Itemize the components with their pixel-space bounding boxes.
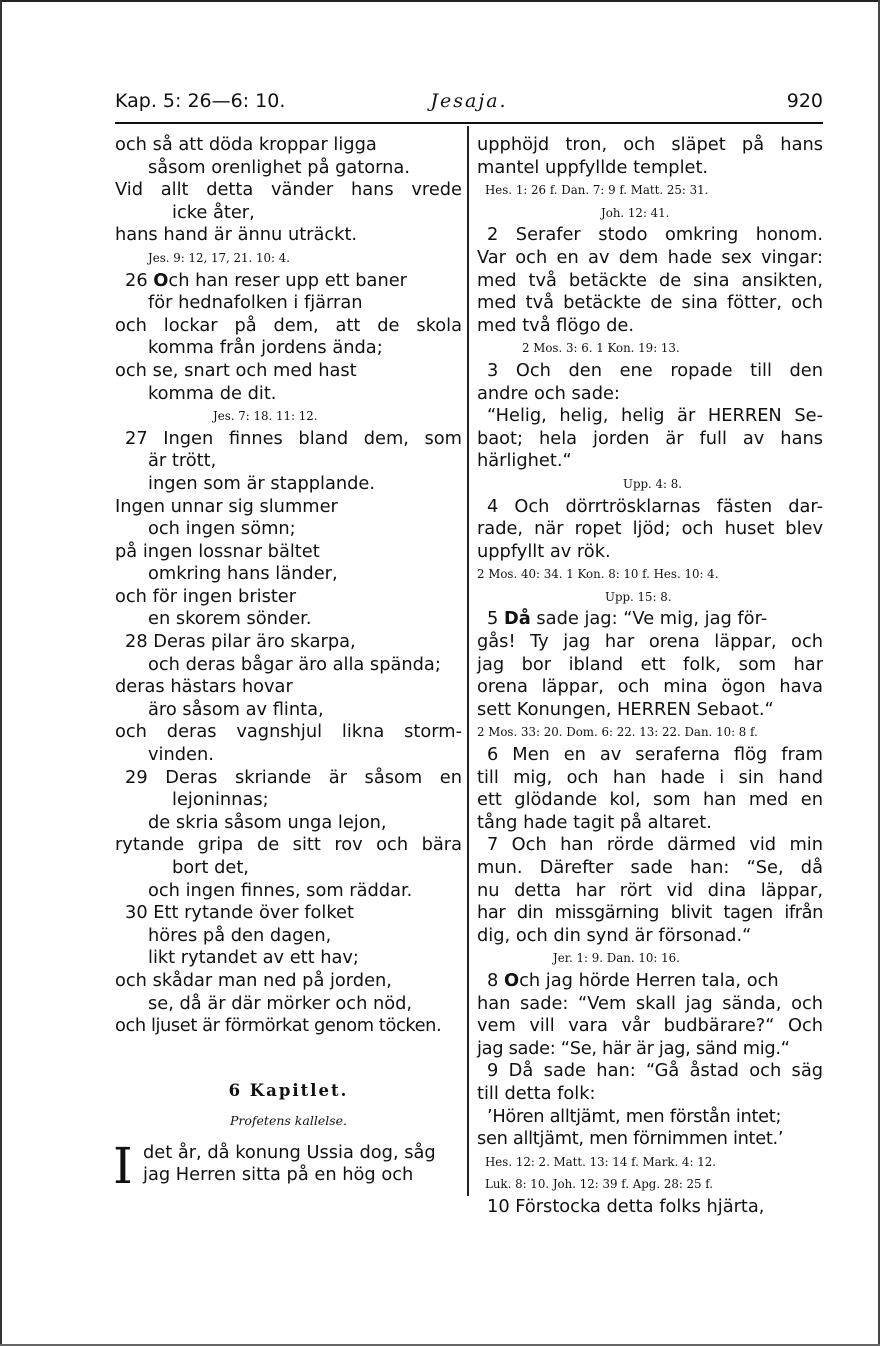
text-line: sett Konungen, HERREN Sebaot.“ xyxy=(477,698,774,720)
text-line: mantel uppfyllde templet. xyxy=(477,156,709,178)
text-line: till detta folk: xyxy=(477,1082,596,1104)
text-line: sen alltjämt, men förnimmen intet.’ xyxy=(477,1128,784,1150)
text-line: det år, då konung Ussia dog, såg xyxy=(143,1141,436,1163)
text-line: 28 Deras pilar äro skarpa, xyxy=(125,631,356,653)
page-number: 920 xyxy=(786,90,823,112)
verse-number: 8 xyxy=(487,969,499,991)
text-line: 30 Ett rytande över folket xyxy=(125,902,354,924)
text-line: jag Herren sitta på en hög och xyxy=(143,1164,414,1186)
chapter-range: Kap. 5: 26—6: 10. xyxy=(115,90,286,112)
book-title: Jesaja. xyxy=(430,90,508,112)
cross-reference: Upp. 4: 8. xyxy=(623,476,683,491)
text-line: dig, och din synd är försonad.“ xyxy=(477,924,752,946)
text-line: äro såsom av flinta, xyxy=(148,698,324,720)
page-frame-left xyxy=(0,0,2,1346)
text-line: 3 Och den ene ropade till den xyxy=(487,359,823,381)
text-line: ingen som är stapplande. xyxy=(148,472,376,494)
cross-reference: Hes. 12: 2. Matt. 13: 14 f. Mark. 4: 12. xyxy=(485,1154,716,1169)
text-line: nu detta har rört vid dina läppar, xyxy=(477,879,823,901)
text-line: mun. Därefter sade han: “Se, då xyxy=(477,857,823,878)
text-line: och så att döda kroppar ligga xyxy=(115,134,377,155)
verse-text: sade jag: “Ve mig, jag för- xyxy=(536,608,768,630)
text-line: 4 Och dörrtrösklarnas fästen dar- xyxy=(487,495,823,517)
text-line: omkring hans länder, xyxy=(148,563,338,585)
column-divider xyxy=(467,126,469,1196)
text-line: hans hand är ännu uträckt. xyxy=(115,224,358,246)
text-line: rade, när ropet ljöd; och huset blev xyxy=(477,518,823,540)
cross-reference: Joh. 12: 41. xyxy=(601,205,670,220)
left-column xyxy=(113,134,462,1195)
verse-line xyxy=(115,270,462,293)
text-line: och lockar på dem, att de skola xyxy=(115,314,462,336)
text-line: 9 Då sade han: “Gå åstad och säg xyxy=(487,1060,823,1082)
text-line: upphöjd tron, och släpet på hans xyxy=(477,134,823,155)
text-line: gås! Ty jag har orena läppar, och xyxy=(477,631,823,653)
verse-initial: O xyxy=(503,969,520,991)
text-line: orena läppar, och mina ögon hava xyxy=(477,676,823,698)
verse-line xyxy=(477,970,823,993)
text-line: “Helig, helig, helig är HERREN Se- xyxy=(487,405,823,427)
text-line: tång hade tagit på altaret. xyxy=(477,811,712,833)
cross-reference: 2 Mos. 33: 20. Dom. 6: 22. 13: 22. Dan. 10: 8 f. xyxy=(477,725,758,740)
text-line: och deras vagnshjul likna storm- xyxy=(115,721,462,743)
chapter-opening-line xyxy=(115,1164,462,1187)
running-head xyxy=(115,90,823,120)
text-line: andre och sade: xyxy=(477,382,620,404)
text-line: baot; hela jorden är full av hans xyxy=(477,427,823,449)
cross-reference: 2 Mos. 40: 34. 1 Kon. 8: 10 f. Hes. 10: 4. xyxy=(477,567,719,582)
header-rule xyxy=(115,122,823,124)
text-line: med två betäckte de sina fötter, och xyxy=(477,292,823,314)
text-line: höres på den dagen, xyxy=(148,924,332,946)
text-line: på ingen lossnar bältet xyxy=(115,540,320,562)
verse-number: 26 xyxy=(125,269,148,291)
text-line: de skria såsom unga lejon, xyxy=(148,811,387,833)
page-frame-top xyxy=(0,0,878,2)
text-line: och se, snart och med hast xyxy=(115,359,357,381)
text-line: Ingen unnar sig slummer xyxy=(115,495,338,517)
cross-reference: Jer. 1: 9. Dan. 10: 16. xyxy=(553,951,680,966)
text-line: och deras bågar äro alla spända; xyxy=(148,653,441,675)
text-line: såsom orenlighet på gatorna. xyxy=(148,156,410,178)
verse-initial: Då xyxy=(503,608,531,630)
verse-line xyxy=(477,608,823,631)
text-line: vem vill vara vår budbärare?“ Och xyxy=(477,1015,823,1037)
text-line: 29 Deras skriande är såsom en xyxy=(125,766,462,788)
text-line: och skådar man ned på jorden, xyxy=(115,969,392,991)
verse-initial: O xyxy=(153,269,169,291)
text-line: vinden. xyxy=(148,744,214,766)
text-line: Vid allt detta vänder hans vrede xyxy=(115,179,462,201)
text-line: rytande gripa de sitt rov och bära xyxy=(115,834,462,856)
cross-reference: Hes. 1: 26 f. Dan. 7: 9 f. Matt. 25: 31. xyxy=(485,183,709,198)
text-line: komma från jordens ända; xyxy=(148,337,383,359)
text-line: jag bor ibland ett folk, som har xyxy=(477,653,823,675)
text-line: och ljuset är förmörkat genom töcken. xyxy=(115,1015,442,1037)
chapter-heading: 6 Kapitlet. xyxy=(228,1080,349,1100)
text-line: ett glödande kol, som han med en xyxy=(477,789,823,811)
cross-reference: Luk. 8: 10. Joh. 12: 39 f. Apg. 28: 25 f. xyxy=(485,1177,714,1192)
text-line: en skorem sönder. xyxy=(148,608,312,630)
text-line: 6 Men en av seraferna flög fram xyxy=(487,744,823,766)
right-column xyxy=(477,134,823,1219)
cross-reference: Jes. 9: 12, 17, 21. 10: 4. xyxy=(148,250,291,265)
text-line: är trött, xyxy=(148,450,217,472)
chapter-subtitle: Profetens kallelse. xyxy=(230,1112,347,1128)
text-line: Var och en av dem hade sex vingar: xyxy=(477,246,823,268)
text-line: 7 Och han rörde därmed vid min xyxy=(487,834,823,856)
text-line: 10 Förstocka detta folks hjärta, xyxy=(487,1195,765,1217)
verse-number: 5 xyxy=(487,608,499,630)
text-line: 2 Serafer stodo omkring honom. xyxy=(487,224,823,246)
text-line: med två betäckte de sina ansikten, xyxy=(477,269,823,291)
text-line: se, då är där mörker och nöd, xyxy=(148,992,413,1014)
text-line: har din missgärning blivit tagen ifrån xyxy=(477,902,823,924)
text-line: likt rytandet av ett hav; xyxy=(148,947,359,969)
text-line: bort det, xyxy=(172,857,249,878)
verse-text: ch jag hörde Herren tala, och xyxy=(519,969,779,991)
text-line: 27 Ingen finnes bland dem, som xyxy=(125,427,462,449)
text-line: ’Hören alltjämt, men förstån intet; xyxy=(487,1105,782,1127)
text-line: uppfyllt av rök. xyxy=(477,540,611,562)
text-line: lejoninnas; xyxy=(172,789,269,811)
text-line: och ingen sömn; xyxy=(148,518,296,540)
text-line: komma de dit. xyxy=(148,382,277,404)
cross-reference: Upp. 15: 8. xyxy=(605,589,672,604)
text-line: icke åter, xyxy=(172,201,255,223)
drop-cap: I xyxy=(113,1136,133,1195)
text-line: till mig, och han hade i sin hand xyxy=(477,766,823,788)
text-line: med två flögo de. xyxy=(477,314,635,336)
text-line: deras hästars hovar xyxy=(115,676,293,698)
cross-reference: Jes. 7: 18. 11: 12. xyxy=(213,409,318,424)
cross-reference: 2 Mos. 3: 6. 1 Kon. 19: 13. xyxy=(522,341,680,356)
text-line: han sade: “Vem skall jag sända, och xyxy=(477,992,823,1014)
verse-text: ch han reser upp ett baner xyxy=(168,269,407,291)
text-line: härlighet.“ xyxy=(477,450,572,472)
text-line: för hednafolken i fjärran xyxy=(148,292,363,314)
text-line: och ingen finnes, som räddar. xyxy=(148,879,413,901)
text-line: jag sade: “Se, här är jag, sänd mig.“ xyxy=(477,1037,790,1059)
text-line: och för ingen brister xyxy=(115,585,297,607)
